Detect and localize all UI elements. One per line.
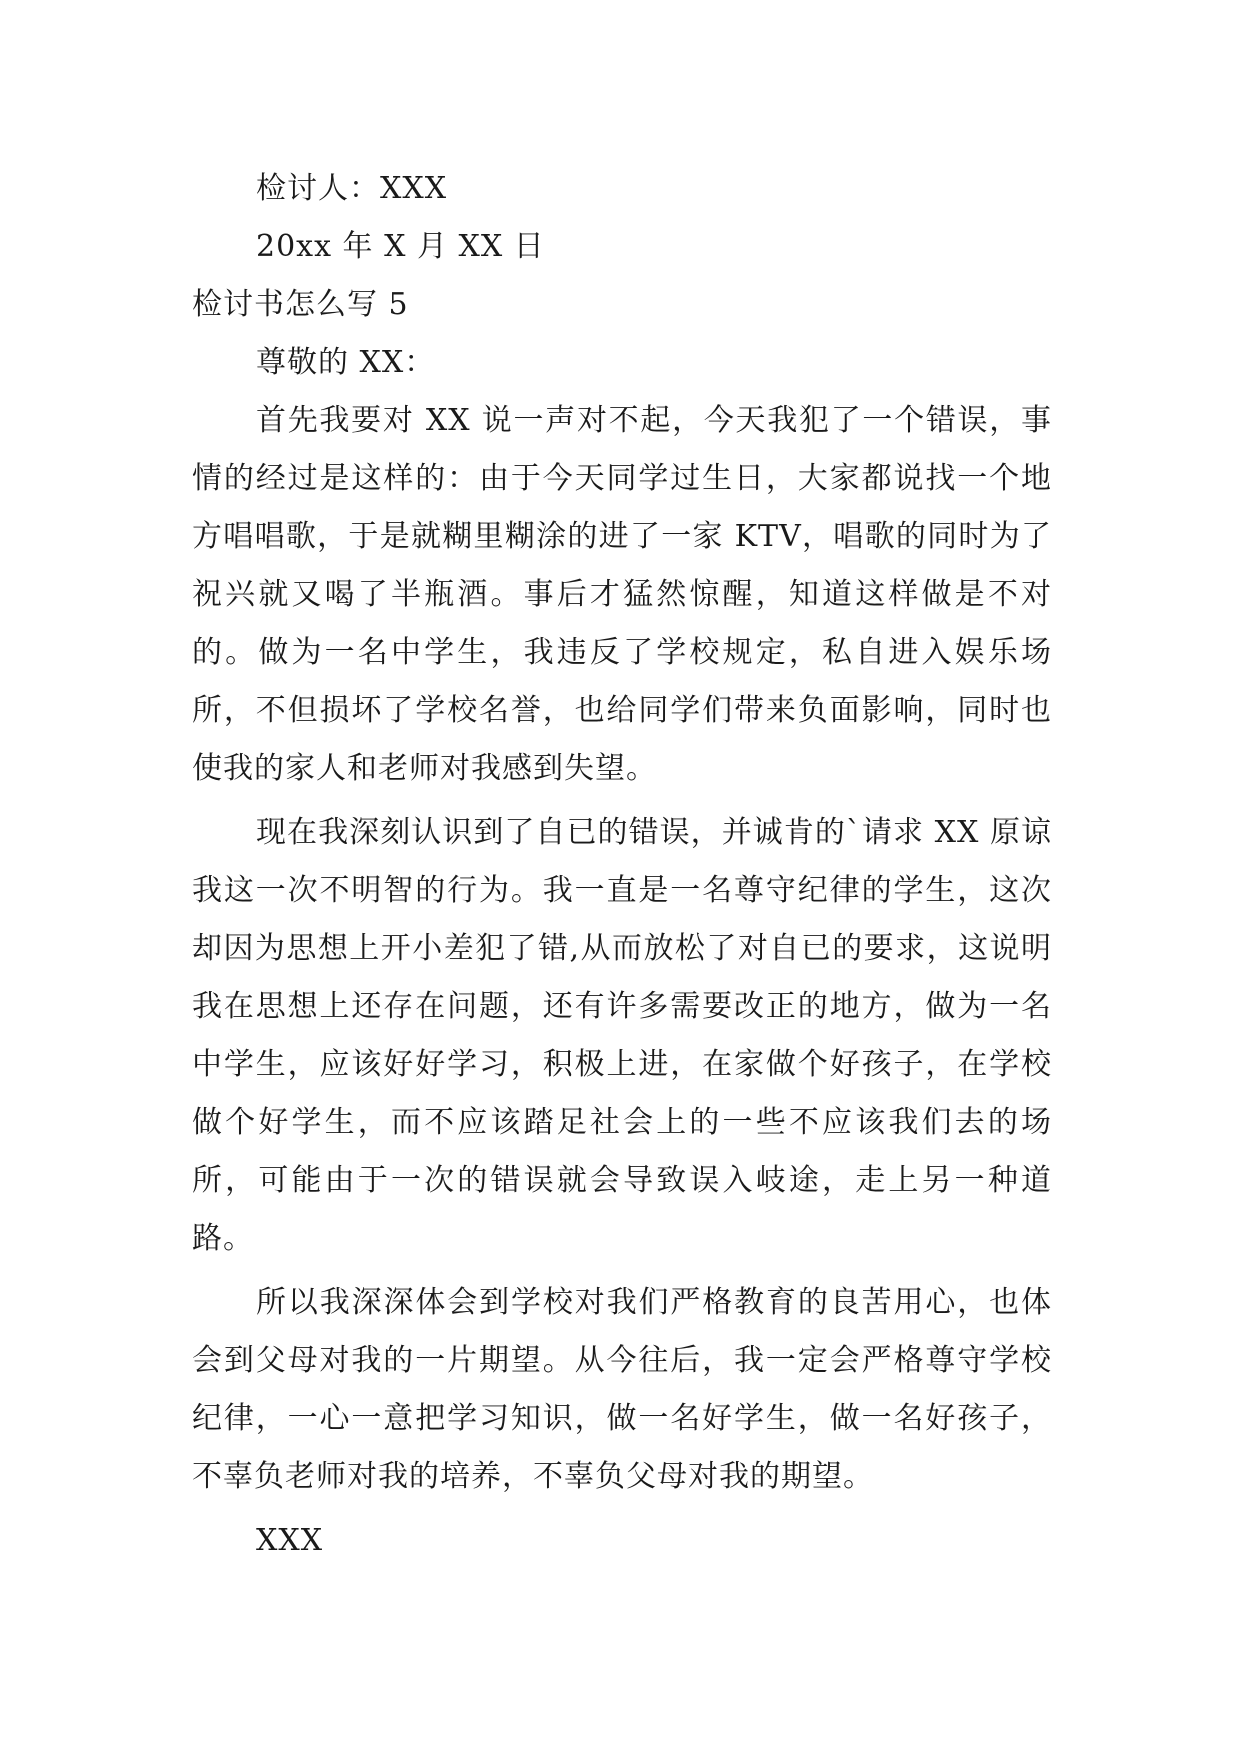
section-title: 检讨书怎么写 5	[192, 287, 409, 322]
document-body	[192, 160, 1052, 1570]
paragraph-1: 首先我要对 XX 说一声对不起，今天我犯了一个错误，事情的经过是这样的：由于今天同学过生日，大家都说找一个地方唱唱歌，于是就糊里糊涂的进了一家 KTV，唱歌的同时为了祝兴就又喝了半瓶酒。事后才猛然惊醒，知道这样做是不对的。做为一名中学生，我违反了学校规定，私自进入娱乐场所，不但损坏了学校名誉，也给同学们带来负面影响，同时也使我的家人和老师对我感到失望。	[192, 403, 1052, 786]
date-line: 20xx 年 X 月 XX 日	[256, 229, 545, 264]
salutation: 尊敬的 XX：	[256, 345, 436, 380]
reviewer-line: 检讨人：XXX	[256, 171, 448, 206]
signature: XXX	[256, 1523, 324, 1558]
paragraph-3: 所以我深深体会到学校对我们严格教育的良苦用心，也体会到父母对我的一片期望。从今往后，我一定会严格尊守学校纪律，一心一意把学习知识，做一名好学生，做一名好孩子，不辜负老师对我的培养，不辜负父母对我的期望。	[192, 1285, 1052, 1494]
paragraph-2: 现在我深刻认识到了自已的错误，并诚肯的`请求 XX 原谅我这一次不明智的行为。我一直是一名尊守纪律的学生，这次却因为思想上开小差犯了错,从而放松了对自已的要求，这说明我在思想上还存在问题，还有许多需要改正的地方，做为一名中学生，应该好好学习，积极上进，在家做个好孩子，在学校做个好学生，而不应该踏足社会上的一些不应该我们去的场所，可能由于一次的错误就会导致误入岐途，走上另一种道路。	[192, 815, 1052, 1256]
